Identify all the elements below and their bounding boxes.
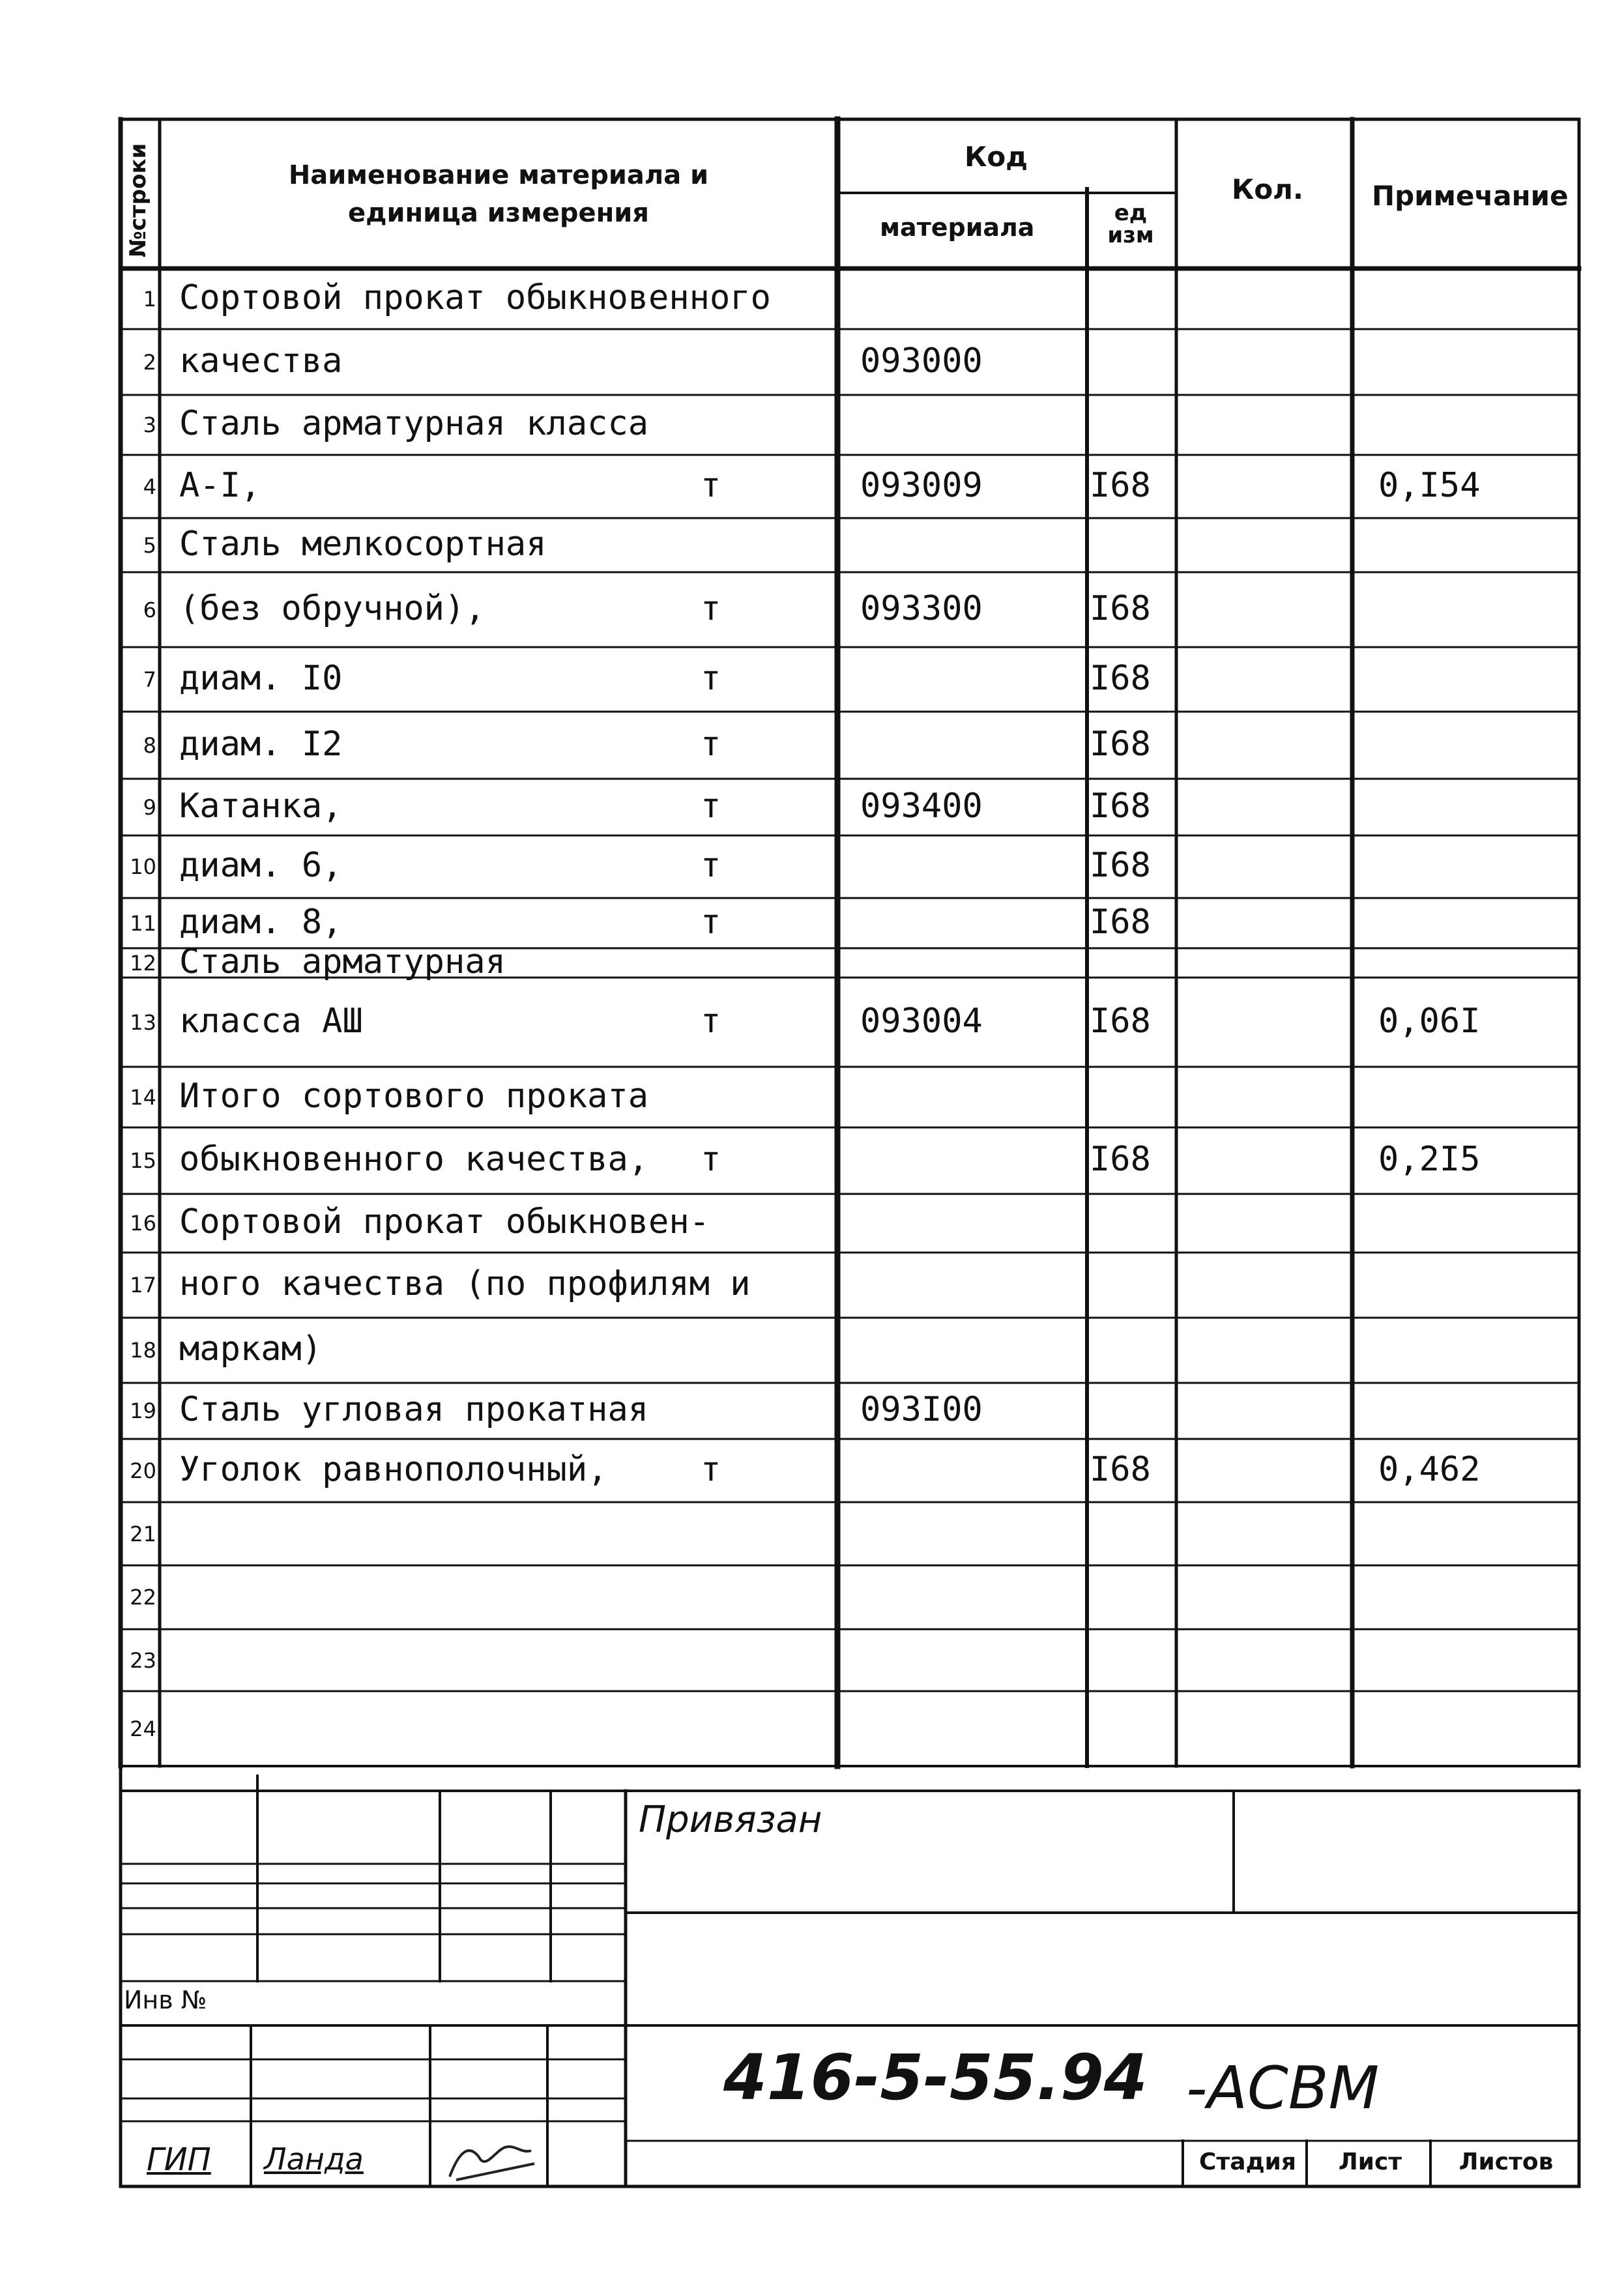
header-row-number: №строки xyxy=(125,143,151,257)
material-code: 093400 xyxy=(860,786,983,826)
document-suffix: -АСВМ xyxy=(1186,2054,1380,2123)
material-code: 093009 xyxy=(860,465,983,505)
unit-abbr: т xyxy=(701,658,721,698)
unit-abbr: т xyxy=(701,786,721,826)
row-number: 15 xyxy=(130,1148,156,1173)
material-name: обыкновенного качества, xyxy=(179,1140,649,1179)
row-number: 4 xyxy=(143,474,156,499)
material-name: диам. 6, xyxy=(179,846,343,885)
row-number: 13 xyxy=(130,1009,156,1035)
unit-abbr: т xyxy=(701,465,721,505)
unit-code: I68 xyxy=(1090,846,1151,885)
material-name: диам. 8, xyxy=(179,902,343,942)
row-number: 7 xyxy=(143,667,156,692)
row-number: 3 xyxy=(143,413,156,437)
row-number: 8 xyxy=(143,733,156,758)
row-number: 5 xyxy=(143,532,156,558)
note-value: 0,I54 xyxy=(1378,465,1481,505)
unit-abbr: т xyxy=(701,1001,721,1041)
material-code: 093300 xyxy=(860,588,983,628)
row-number: 14 xyxy=(130,1084,156,1110)
material-name: ного качества (по профилям и xyxy=(179,1264,751,1303)
material-name: диам. I2 xyxy=(179,724,343,764)
unit-abbr: т xyxy=(701,724,721,764)
row-number: 19 xyxy=(130,1399,156,1423)
material-name: Сталь арматурная xyxy=(179,942,506,981)
material-name: качества xyxy=(179,341,343,381)
material-name: Сталь арматурная класса xyxy=(179,404,649,443)
row-number: 16 xyxy=(130,1211,156,1236)
material-name: Катанка, xyxy=(179,786,343,826)
material-name: Итого сортового проката xyxy=(179,1076,649,1116)
unit-code: I68 xyxy=(1090,465,1151,505)
material-name: Сортовой прокат обыкновенного xyxy=(179,278,771,317)
header-code: Код xyxy=(964,141,1028,173)
unit-abbr: т xyxy=(701,846,721,885)
chief-engineer-label: ГИП xyxy=(147,2141,211,2178)
note-value: 0,2I5 xyxy=(1378,1140,1481,1179)
unit-code: I68 xyxy=(1090,1449,1151,1489)
material-code: 093000 xyxy=(860,341,983,381)
material-name: Сталь мелкосортная xyxy=(179,524,547,564)
sheet-label: Лист xyxy=(1338,2149,1402,2175)
unit-abbr: т xyxy=(701,902,721,942)
header-name: Наименование материала и единица измерения xyxy=(288,160,709,228)
unit-code: I68 xyxy=(1090,786,1151,826)
unit-code: I68 xyxy=(1090,1140,1151,1179)
row-number: 21 xyxy=(130,1521,156,1546)
material-code: 093I00 xyxy=(860,1390,983,1429)
unit-code: I68 xyxy=(1090,902,1151,942)
material-name: класса АШ xyxy=(179,1001,363,1041)
unit-code: I68 xyxy=(1090,724,1151,764)
header-qty: Кол. xyxy=(1232,173,1303,205)
material-name: (без обручной), xyxy=(179,588,486,628)
material-name: A-I, xyxy=(179,465,261,505)
material-name: диам. I0 xyxy=(179,658,343,698)
note-value: 0,462 xyxy=(1378,1449,1481,1489)
material-name: Уголок равнополочный, xyxy=(179,1449,608,1489)
inventory-label: Инв № xyxy=(124,1986,207,2014)
unit-code: I68 xyxy=(1090,1001,1151,1041)
material-name: маркам) xyxy=(179,1329,323,1369)
row-number: 20 xyxy=(130,1458,156,1483)
document-number: 416-5-55.94 xyxy=(723,2041,1148,2114)
row-number: 23 xyxy=(130,1647,156,1673)
row-number: 22 xyxy=(130,1585,156,1610)
row-number: 9 xyxy=(143,794,156,820)
row-number: 1 xyxy=(143,286,156,312)
note-value: 0,06I xyxy=(1378,1001,1481,1041)
header-note: Примечание xyxy=(1372,180,1569,212)
material-name: Сортовой прокат обыкновен- xyxy=(179,1202,710,1241)
row-number: 10 xyxy=(130,854,156,879)
row-number: 12 xyxy=(130,950,156,976)
material-code: 093004 xyxy=(860,1001,983,1041)
row-number: 18 xyxy=(130,1338,156,1363)
unit-abbr: т xyxy=(701,1449,721,1489)
row-number: 2 xyxy=(143,349,156,375)
row-number: 17 xyxy=(130,1273,156,1298)
unit-abbr: т xyxy=(701,1140,721,1179)
row-number: 11 xyxy=(130,910,156,936)
attached-label: Привязан xyxy=(639,1799,822,1841)
row-number: 24 xyxy=(130,1716,156,1741)
material-name: Сталь угловая прокатная xyxy=(179,1390,649,1429)
stage-label: Стадия xyxy=(1199,2149,1296,2175)
unit-code: I68 xyxy=(1090,588,1151,628)
sheets-label: Листов xyxy=(1458,2149,1554,2175)
header-unit: ед изм xyxy=(1107,200,1154,248)
unit-code: I68 xyxy=(1090,658,1151,698)
header-material: материала xyxy=(880,213,1035,242)
engineer-name: Ланда xyxy=(264,2141,364,2177)
row-number: 6 xyxy=(143,597,156,622)
unit-abbr: т xyxy=(701,588,721,628)
